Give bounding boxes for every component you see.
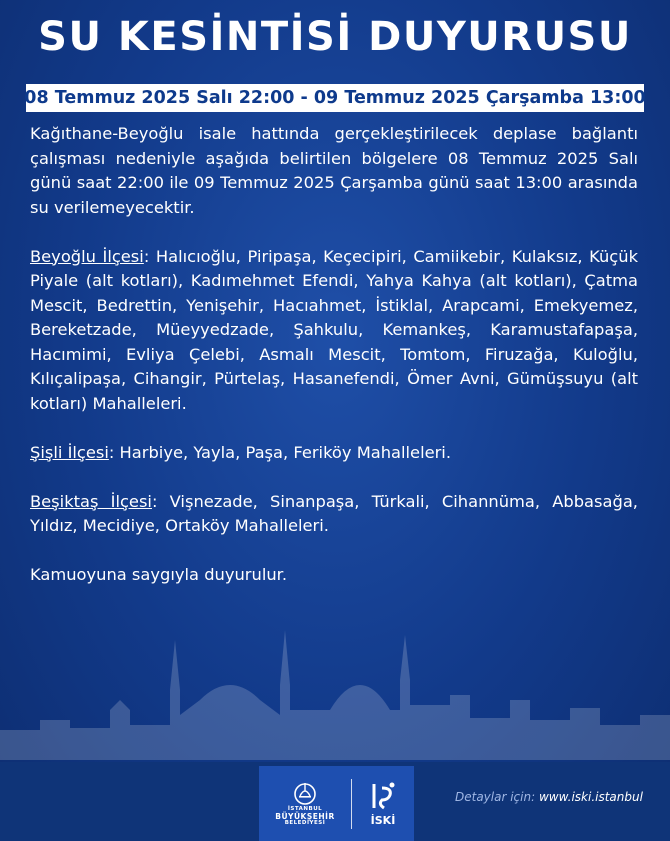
ibb-line3: BELEDİYESİ [284,820,326,826]
district-name: Şişli İlçesi [30,442,109,462]
district-neighborhoods: Vişnezade, Sinanpaşa, Türkali, Cihannüma, Abbasağa, Yıldız, Mecidiye, Ortaköy Mahalleleri. [30,491,638,535]
date-range-banner [26,84,644,112]
district-besiktas: Beşiktaş İlçesi: Vişnezade, Sinanpaşa, Türkali, Cihannüma, Abbasağa, Yıldız, Mecidiye, Ortaköy Mahalleleri. [30,491,638,535]
closing-text: Kamuoyuna saygıyla duyurulur. [30,565,288,584]
details-label: Detaylar için: [455,790,536,804]
ibb-line1: İSTANBUL [287,806,323,812]
details-url[interactable]: www.iski.istanbul [538,790,643,804]
district-neighborhoods: Halıcıoğlu, Piripaşa, Keçecipiri, Camiikebir, Kulaksız, Küçük Piyale (alt kotları), Kadımehmet Efendi, Yahya Kahya (alt kotları), Çatma Mescit, Bedrettin, Yenişehir, Hacıahmet, İstiklal, Arapcami, Emekyemez, Bereketzade, Müeyyedzade, Şahkulu, Kemankeş, Karamustafapaşa, Hacımimi, Evliya Çelebi, Asmalı Mescit, Tomtom, Firuzağa, Kuloğlu, Kılıçalipaşa, Cihangir, Pürtelaş, Hasanefendi, Ömer Avni, Gümüşsuyu (alt kotları) Mahalleleri. [30,246,638,413]
ibb-emblem-icon [292,780,318,806]
district-sisli: Şişli İlçesi: Harbiye, Yayla, Paşa, Feriköy Mahalleleri. [30,442,452,462]
city-skyline-graphic [0,600,670,760]
date-range-text: 08 Temmuz 2025 Salı 22:00 - 09 Temmuz 2025 Çarşamba 13:00 [24,88,646,108]
district-name: Beşiktaş İlçesi [30,491,152,511]
ibb-logo [259,780,351,827]
announcement-body [30,122,638,612]
iski-emblem-icon [368,780,398,812]
ibb-line2: BÜYÜKŞEHİR [275,812,335,821]
iski-label: İSKİ [370,814,396,827]
details-link[interactable] [455,790,643,804]
logo-panel [259,766,414,841]
district-neighborhoods: Harbiye, Yayla, Paşa, Feriköy Mahalleleri. [119,442,452,462]
district-name: Beyoğlu İlçesi [30,246,144,266]
page-title: SU KESİNTİSİ DUYURUSU [38,14,632,60]
district-beyoglu: Beyoğlu İlçesi: Halıcıoğlu, Piripaşa, Keçecipiri, Camiikebir, Kulaksız, Küçük Piyale (alt kotları), Kadımehmet Efendi, Yahya Kahya (alt kotları), Çatma Mescit, Bedrettin, Yenişehir, Hacıahmet, İstiklal, Arapcami, Emekyemez, Bereketzade, Müeyyedzade, Şahkulu, Kemankeş, Karamustafapaşa, Hacımimi, Evliya Çelebi, Asmalı Mescit, Tomtom, Firuzağa, Kuloğlu, Kılıçalipaşa, Cihangir, Pürtelaş, Hasanefendi, Ömer Avni, Gümüşsuyu (alt kotları) Mahalleleri. [30,246,638,413]
iski-logo [352,780,414,827]
intro-paragraph: Kağıthane-Beyoğlu isale hattında gerçekleştirilecek deplase bağlantı çalışması nedeniyle aşağıda belirtilen bölgelere 08 Temmuz 2025 Salı günü saat 22:00 ile 09 Temmuz 2025 Çarşamba günü saat 13:00 arasında su verilemeyecektir. [30,124,638,217]
logo-divider [351,779,352,829]
